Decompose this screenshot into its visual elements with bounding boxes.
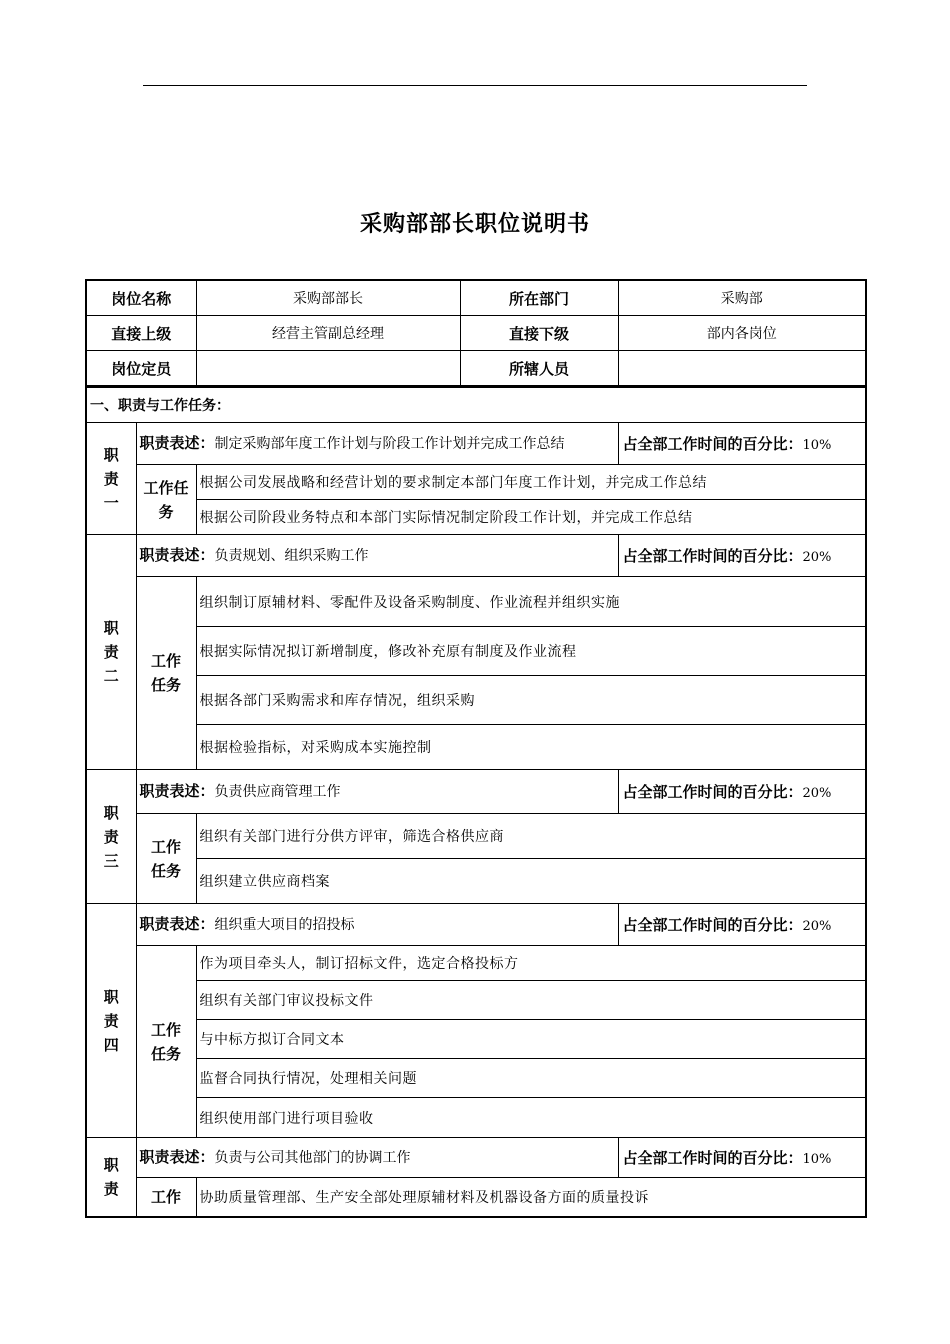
task-row [86,946,866,981]
task-row [86,577,866,627]
info-label: 直接下级 [460,316,618,351]
duty-description-row [86,535,866,577]
duty-description: 职责表述：负责与公司其他部门的协调工作 [136,1138,618,1178]
task-row [86,465,866,500]
info-label: 所辖人员 [460,351,618,387]
duty-name: 职责一 [86,423,136,535]
info-value: 部内各岗位 [618,316,866,351]
task-row [86,1020,866,1059]
duty-percent: 占全部工作时间的百分比：20% [618,535,866,577]
duty-description-row [86,423,866,465]
task-row [86,627,866,676]
task-row [86,500,866,535]
task-item: 根据各部门采购需求和库存情况，组织采购 [196,676,866,725]
info-row [86,316,866,351]
task-item: 协助质量管理部、生产安全部处理原辅材料及机器设备方面的质量投诉 [196,1178,866,1217]
task-item: 监督合同执行情况，处理相关问题 [196,1059,866,1098]
task-item: 根据实际情况拟订新增制度，修改补充原有制度及作业流程 [196,627,866,676]
task-label: 工作任务 [136,946,196,1138]
duty-name: 职责四 [86,904,136,1138]
info-row [86,280,866,316]
duty-description: 职责表述：负责供应商管理工作 [136,770,618,814]
task-row [86,725,866,770]
section-row [86,388,866,423]
info-value [196,351,460,387]
task-label: 工作 [136,1178,196,1217]
info-row [86,351,866,387]
duty-name: 职责 [86,1138,136,1217]
task-label: 工作任务 [136,577,196,770]
info-value [618,351,866,387]
duty-name: 职责三 [86,770,136,904]
duty-description-row [86,1138,866,1178]
info-value: 采购部部长 [196,280,460,316]
task-item: 与中标方拟订合同文本 [196,1020,866,1059]
task-item: 根据检验指标，对采购成本实施控制 [196,725,866,770]
task-label: 工作任务 [136,814,196,904]
header-rule [143,85,807,86]
task-row [86,981,866,1020]
task-item: 作为项目牵头人，制订招标文件，选定合格投标方 [196,946,866,981]
duties-table [85,387,867,1218]
info-label: 岗位定员 [86,351,196,387]
task-row [86,1178,866,1217]
task-item: 根据公司阶段业务特点和本部门实际情况制定阶段工作计划，并完成工作总结 [196,500,866,535]
position-info-table [85,279,867,387]
task-item: 组织制订原辅材料、零配件及设备采购制度、作业流程并组织实施 [196,577,866,627]
task-item: 根据公司发展战略和经营计划的要求制定本部门年度工作计划，并完成工作总结 [196,465,866,500]
info-value: 经营主管副总经理 [196,316,460,351]
task-item: 组织有关部门进行分供方评审，筛选合格供应商 [196,814,866,859]
duty-percent: 占全部工作时间的百分比：10% [618,1138,866,1178]
task-item: 组织建立供应商档案 [196,859,866,904]
duty-description-row [86,904,866,946]
info-value: 采购部 [618,280,866,316]
section-title: 一、职责与工作任务： [86,388,866,423]
info-label: 直接上级 [86,316,196,351]
task-item: 组织使用部门进行项目验收 [196,1098,866,1138]
task-item: 组织有关部门审议投标文件 [196,981,866,1020]
duty-percent: 占全部工作时间的百分比：20% [618,904,866,946]
duty-description: 职责表述：制定采购部年度工作计划与阶段工作计划并完成工作总结 [136,423,618,465]
info-label: 所在部门 [460,280,618,316]
duty-name: 职责二 [86,535,136,770]
duty-description: 职责表述：负责规划、组织采购工作 [136,535,618,577]
duty-description: 职责表述：组织重大项目的招投标 [136,904,618,946]
info-label: 岗位名称 [86,280,196,316]
task-row [86,814,866,859]
page-title: 采购部部长职位说明书 [359,212,590,237]
task-row [86,676,866,725]
duty-description-row [86,770,866,814]
duty-percent: 占全部工作时间的百分比：20% [618,770,866,814]
task-row [86,1059,866,1098]
duty-percent: 占全部工作时间的百分比：10% [618,423,866,465]
task-row [86,859,866,904]
task-label: 工作任务 [136,465,196,535]
task-row [86,1098,866,1138]
